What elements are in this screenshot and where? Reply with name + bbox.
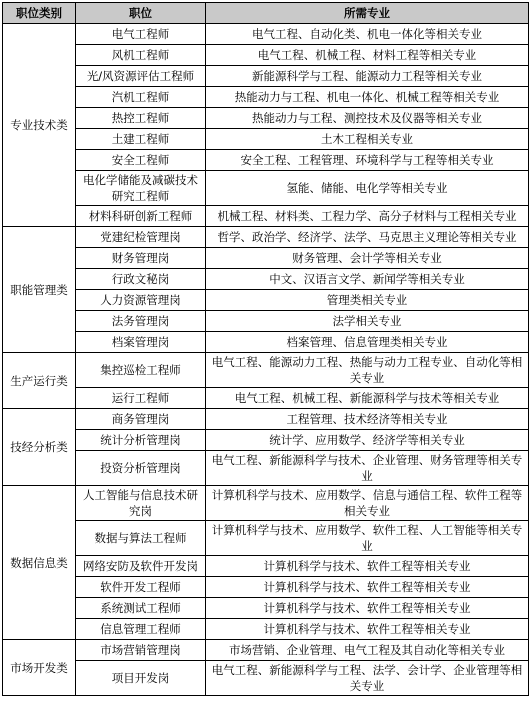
majors-cell: 机械工程、材料类、工程力学、高分子材料与工程相关专业 [206,206,529,227]
position-cell: 土建工程师 [76,129,206,150]
table-header-row [3,3,529,24]
position-cell: 投资分析管理岗 [76,451,206,486]
majors-cell: 安全工程、工程管理、环境科学与工程等相关专业 [206,150,529,171]
positions-table [2,2,529,696]
position-cell: 光/风资源评估工程师 [76,66,206,87]
category-cell: 技经分析类 [3,409,76,486]
position-cell: 市场营销管理岗 [76,640,206,661]
header-majors: 所需专业 [206,3,529,24]
position-cell: 材料科研创新工程师 [76,206,206,227]
majors-cell: 哲学、政治学、经济学、法学、马克思主义理论等相关专业 [206,227,529,248]
category-cell: 生产运行类 [3,353,76,409]
position-cell: 财务管理岗 [76,248,206,269]
table-row [3,332,529,353]
majors-cell: 计算机科学与技术、软件工程等相关专业 [206,619,529,640]
table-row [3,129,529,150]
majors-cell: 计算机科学与技术、软件工程等相关专业 [206,598,529,619]
majors-cell: 热能动力与工程、机电一体化、机械工程等相关专业 [206,87,529,108]
table-row [3,451,529,486]
position-cell: 安全工程师 [76,150,206,171]
majors-cell: 电气工程、新能源科学与技术、企业管理、财务管理等相关专业 [206,451,529,486]
position-cell: 软件开发工程师 [76,577,206,598]
position-cell: 统计分析管理岗 [76,430,206,451]
position-cell: 党建纪检管理岗 [76,227,206,248]
category-cell: 职能管理类 [3,227,76,353]
table-row [3,353,529,388]
majors-cell: 电气工程、机械工程、新能源科学与技术等相关专业 [206,388,529,409]
table-row [3,108,529,129]
header-category: 职位类别 [3,3,76,24]
majors-cell: 市场营销、企业管理、电气工程及其自动化等相关专业 [206,640,529,661]
table-row [3,661,529,696]
table-row [3,556,529,577]
position-cell: 电化学储能及减碳技术研究工程师 [76,171,206,206]
position-cell: 系统测试工程师 [76,598,206,619]
table-row [3,269,529,290]
position-cell: 运行工程师 [76,388,206,409]
majors-cell: 财务管理、会计学等相关专业 [206,248,529,269]
category-cell: 市场开发类 [3,640,76,696]
position-cell: 行政文秘岗 [76,269,206,290]
table-row [3,430,529,451]
table-row [3,206,529,227]
majors-cell: 电气工程、机械工程、材料工程等相关专业 [206,45,529,66]
table-row [3,171,529,206]
majors-cell: 计算机科学与技术、应用数学、软件工程、人工智能等相关专业 [206,521,529,556]
majors-cell: 电气工程、新能源科学与工程、法学、会计学、企业管理等相关专业 [206,661,529,696]
majors-cell: 新能源科学与工程、能源动力工程等相关专业 [206,66,529,87]
majors-cell: 中文、汉语言文学、新闻学等相关专业 [206,269,529,290]
table-row [3,598,529,619]
header-position: 职位 [76,3,206,24]
position-cell: 集控巡检工程师 [76,353,206,388]
table-row [3,150,529,171]
table-row [3,24,529,45]
majors-cell: 法学相关专业 [206,311,529,332]
table-row [3,577,529,598]
majors-cell: 工程管理、技术经济等相关专业 [206,409,529,430]
position-cell: 人工智能与信息技术研究岗 [76,486,206,521]
table-row [3,290,529,311]
position-cell: 汽机工程师 [76,87,206,108]
majors-cell: 统计学、应用数学、经济学等相关专业 [206,430,529,451]
majors-cell: 热能动力与工程、测控技术及仪器等相关专业 [206,108,529,129]
category-cell: 数据信息类 [3,486,76,640]
table-row [3,486,529,521]
position-cell: 信息管理工程师 [76,619,206,640]
category-cell: 专业技术类 [3,24,76,227]
position-cell: 网络安防及软件开发岗 [76,556,206,577]
position-cell: 人力资源管理岗 [76,290,206,311]
majors-cell: 管理类相关专业 [206,290,529,311]
table-row [3,311,529,332]
majors-cell: 计算机科学与技术、应用数学、信息与通信工程、软件工程等相关专业 [206,486,529,521]
position-cell: 数据与算法工程师 [76,521,206,556]
majors-cell: 计算机科学与技术、软件工程等相关专业 [206,556,529,577]
majors-cell: 电气工程、自动化类、机电一体化等相关专业 [206,24,529,45]
table-row [3,87,529,108]
table-row [3,227,529,248]
position-cell: 项目开发岗 [76,661,206,696]
position-cell: 电气工程师 [76,24,206,45]
table-row [3,409,529,430]
table-row [3,248,529,269]
position-cell: 风机工程师 [76,45,206,66]
position-cell: 法务管理岗 [76,311,206,332]
position-cell: 档案管理岗 [76,332,206,353]
majors-cell: 电气工程、能源动力工程、热能与动力工程专业、自动化等相关专业 [206,353,529,388]
table-row [3,619,529,640]
table-row [3,388,529,409]
position-cell: 商务管理岗 [76,409,206,430]
majors-cell: 氢能、储能、电化学等相关专业 [206,171,529,206]
table-row [3,521,529,556]
table-body [3,24,529,696]
position-cell: 热控工程师 [76,108,206,129]
table-row [3,66,529,87]
majors-cell: 档案管理、信息管理类相关专业 [206,332,529,353]
table-row [3,45,529,66]
majors-cell: 土木工程相关专业 [206,129,529,150]
table-row [3,640,529,661]
majors-cell: 计算机科学与技术、软件工程等相关专业 [206,577,529,598]
